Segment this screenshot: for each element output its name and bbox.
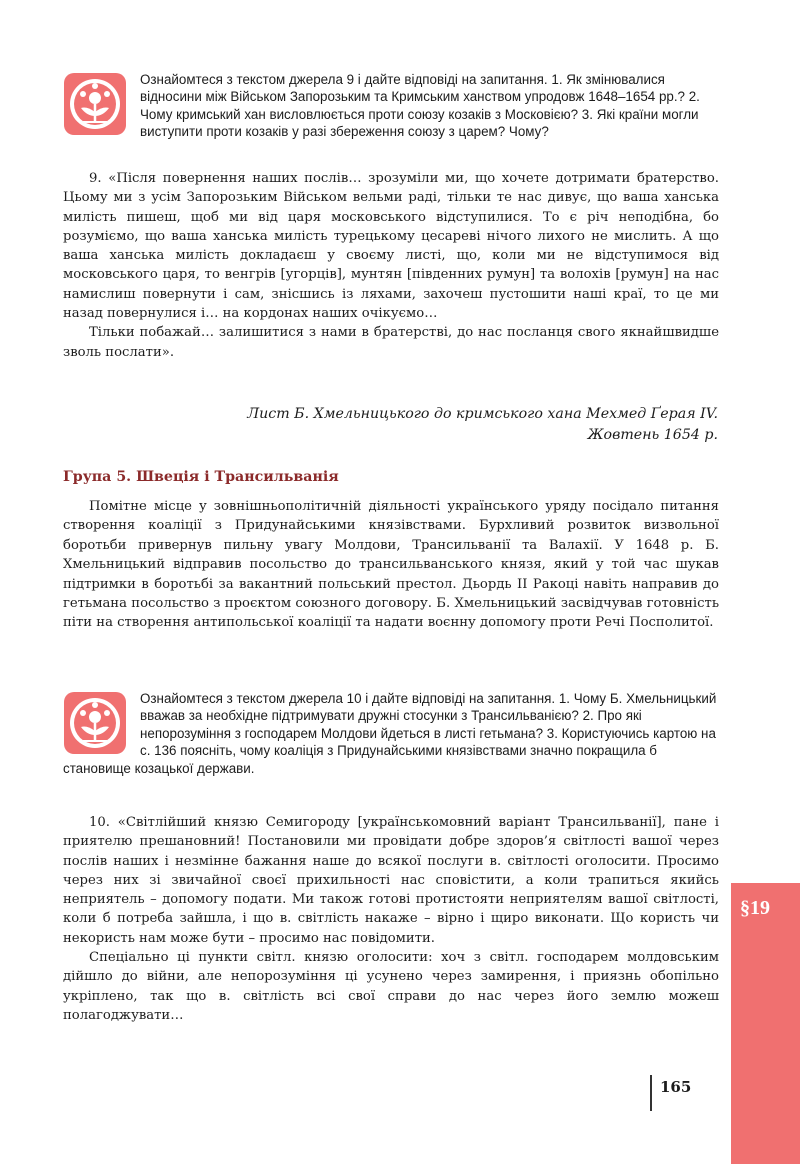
sun-emblem-icon (63, 691, 127, 755)
source-paragraph: Тільки побажай… залишитися з нами в братерстві, до нас посланця свого якнайшвидше зволь послати». (63, 325, 719, 360)
source-paragraph: 9. «Після повернення наших послів… зрозуміли ми, що хочете дотримати братерство. Цьому ми з усім Запорозьким Військом вельми раді, тільки те нас дивує, що ваша ханська милість пишеш, щоб ми від царя московського відступилися. То є річ неподібна, бо розуміємо, що ваша ханська милість турецькому цесареві нічого лихого не мислить. А що ваша ханська милість докладаєш у своєму листі, що, коли ми не відступимося від московського царя, то венгрів [угорців], мунтян [південних румун] та волохів [румун] на нас намислиш повернути і сам, знісшись із ляхами, захочеш пустошити наші краї, то це ми назад повернулися і… на кордонах наших очікуємо… (63, 171, 719, 322)
source-quote-9 (63, 169, 719, 362)
page-number: 165 (660, 1078, 692, 1096)
task-text: Ознайомтеся з текстом джерела 10 і дайте відповіді на запитання. 1. Чому Б. Хмельницький вважав за необхідне підтримувати дружні стосунки з Трансильванією? 2. Про які непорозуміння з господарем Молдови йдеться в листі гетьмана? 3. Користуючись картою на с. 136 поясніть, чому коаліція з Придунайськими князівствами значно покращила б становище козацької держави. (63, 691, 717, 776)
citation-line: Жовтень 1654 р. (587, 427, 718, 443)
citation-line: Лист Б. Хмельницького до кримського хана Мехмед Ґерая IV. (247, 406, 718, 422)
page-number-rule (650, 1075, 652, 1111)
task-block-2 (63, 690, 719, 777)
section-tab (731, 883, 800, 1164)
citation (63, 404, 718, 446)
body-paragraph (63, 497, 719, 633)
source-quote-10 (63, 813, 719, 1025)
task-text: Ознайомтеся з текстом джерела 9 і дайте відповіді на запитання. 1. Як змінювалися відносини між Військом Запорозьким та Кримським ханством упродовж 1648–1654 рр.? 2. Чому кримський хан висловлюється проти союзу козаків з Московією? 3. Які країни могли виступити проти козаків у разі збереження союзу з царем? Чому? (140, 72, 700, 140)
group-heading: Група 5. Швеція і Трансильванія (63, 469, 339, 485)
section-label: §19 (740, 897, 770, 919)
source-paragraph: 10. «Світлійший князю Семигороду [українськомовний варіант Трансильванії], пане і приятелю прешановний! Постановили ми провідати добре здоров’я світлості вашої через послів наших і незмінне бажання наше до всякої послуги в. світлості оголосити. Просимо через них зі звичайної своєї прихильності нас сповістити, а коли трапиться якийсь неприятель – допомогу подати. Ми також готові протистояти неприятелям вашої світлості, коли б потреба зайшла, і що в. світлість накаже – вірно і щиро виконати. Що користь чи некористь нам може бути – просимо нас повідомити. (63, 815, 719, 946)
source-paragraph: Спеціально ці пункти світл. князю оголосити: хоч з світл. господарем молдовським дійшло до війни, але непорозуміння ці усунено через замирення, і приязнь обопільно укріплено, так що в. світлість всі свої справи до нас через його землю можеш полагоджувати… (63, 950, 719, 1023)
body-text: Помітне місце у зовнішньополітичній діяльності українського уряду посідало питання створення коаліції з Придунайськими князівствами. Бурхливий розвиток визвольної боротьби привернув пильну увагу Молдови, Трансильванії та Валахії. У 1648 р. Б. Хмельницький відправив посольство до трансильванського князя, який у той час шукав підтримки в боротьбі за вакантний польський престол. Дьордь II Ракоці навіть направив до гетьмана посольство з проєктом союзного договору. Б. Хмельницький засвідчував готовність піти на створення антипольської коаліції та надати воєнну допомогу проти Речі Посполитої. (63, 499, 719, 631)
sun-emblem-icon (63, 72, 127, 136)
task-block-1 (63, 71, 719, 141)
